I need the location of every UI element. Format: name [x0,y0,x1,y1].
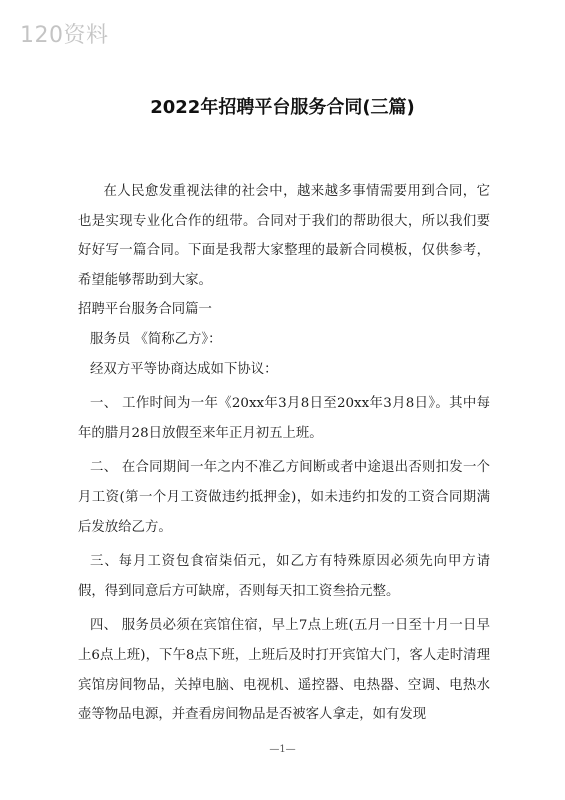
document-title: 2022年招聘平台服务合同(三篇) [150,97,415,118]
page-number: —1— [269,744,296,755]
intro-paragraph: 在人民愈发重视法律的社会中，越来越多事情需要用到合同，它也是实现专业化合作的纽带。合同对于我们的帮助很大，所以我们要好好写一篇合同。下面是我帮大家整理的最新合同模板，仅供参考，希望能够帮助到大家。 [78,184,490,288]
watermark-logo: 120资料 [20,23,109,48]
section-heading: 招聘平台服务合同篇一 [78,302,212,318]
clause-1: 一、 工作时间为一年《20xx年3月8日至20xx年3月8日》。其中每年的腊月28日放假至来年正月初五上班。 [78,396,490,441]
clause-4: 四、 服务员必须在宾馆住宿，早上7点上班(五月一日至十月一日早上6点上班)，下午8点下班，上班后及时打开宾馆大门，客人走时清理宾馆房间物品，关掉电脑、电视机、遥控器、电热器、空调、电热水壶等物品电源，并查看房间物品是否被客人拿走，如有发现 [78,618,490,723]
document-body [78,177,490,730]
clause-2: 二、 在合同期间一年之内不准乙方间断或者中途退出否则扣发一个月工资(第一个月工资做违约抵押金)，如未违约扣发的工资合同期满后发放给乙方。 [78,460,490,535]
clause-3: 三、每月工资包食宿柒佰元，如乙方有特殊原因必须先向甲方请假，得到同意后方可缺席，否则每天扣工资叁拾元整。 [78,554,490,599]
party-line: 服务员 《简称乙方》： [90,331,222,347]
agreement-intro: 经双方平等协商达成如下协议： [90,361,278,377]
